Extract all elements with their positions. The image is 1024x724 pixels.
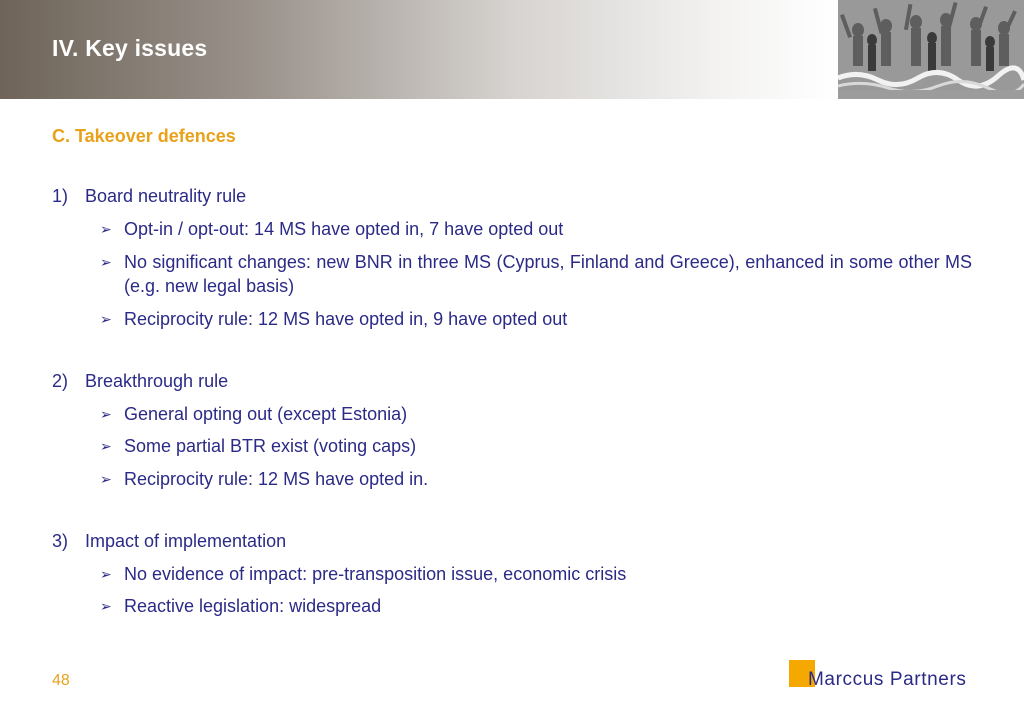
- arrow-bullet-icon: ➢: [100, 566, 112, 582]
- item-label: Impact of implementation: [85, 531, 287, 551]
- item-label: Breakthrough rule: [85, 371, 229, 391]
- arrow-bullet-icon: ➢: [100, 254, 112, 270]
- item-label: Board neutrality rule: [85, 186, 247, 206]
- arrow-bullet-icon: ➢: [100, 438, 112, 454]
- slide-title: IV. Key issues: [52, 35, 208, 61]
- bullet-item: [100, 434, 972, 458]
- bullet-text: Some partial BTR exist (voting caps): [124, 436, 417, 456]
- item-number: 3): [52, 531, 69, 551]
- bullet-text: No evidence of impact: pre-transposition issue, economic crisis: [124, 564, 627, 584]
- bullet-item: [100, 217, 972, 241]
- item-number: 2): [52, 371, 69, 391]
- bullet-item: [100, 467, 972, 491]
- arrow-bullet-icon: ➢: [100, 598, 112, 614]
- arrow-bullet-icon: ➢: [100, 311, 112, 327]
- people-holding-hands-photo: [838, 0, 1024, 99]
- arrow-bullet-icon: ➢: [100, 471, 112, 487]
- bullet-item: [100, 562, 972, 586]
- bullet-item: [100, 307, 972, 331]
- bullet-item: [100, 594, 972, 618]
- bullet-text: No significant changes: new BNR in three MS (Cyprus, Finland and Greece), enhanced in some other MS (e.g. new legal basis): [124, 252, 972, 296]
- bullet-item: [100, 402, 972, 426]
- bullet-text: Reciprocity rule: 12 MS have opted in, 9 have opted out: [124, 309, 568, 329]
- item-number: 1): [52, 186, 69, 206]
- bullet-item: [100, 250, 972, 298]
- arrow-bullet-icon: ➢: [100, 406, 112, 422]
- section-heading: C. Takeover defences: [52, 126, 236, 146]
- bullet-text: General opting out (except Estonia): [124, 404, 408, 424]
- bullet-text: Opt-in / opt-out: 14 MS have opted in, 7 have opted out: [124, 219, 564, 239]
- bullet-text: Reactive legislation: widespread: [124, 596, 382, 616]
- company-logo-text: Marccus Partners: [808, 669, 967, 690]
- bullet-text: Reciprocity rule: 12 MS have opted in.: [124, 469, 429, 489]
- arrow-bullet-icon: ➢: [100, 221, 112, 237]
- page-number: 48: [52, 672, 70, 689]
